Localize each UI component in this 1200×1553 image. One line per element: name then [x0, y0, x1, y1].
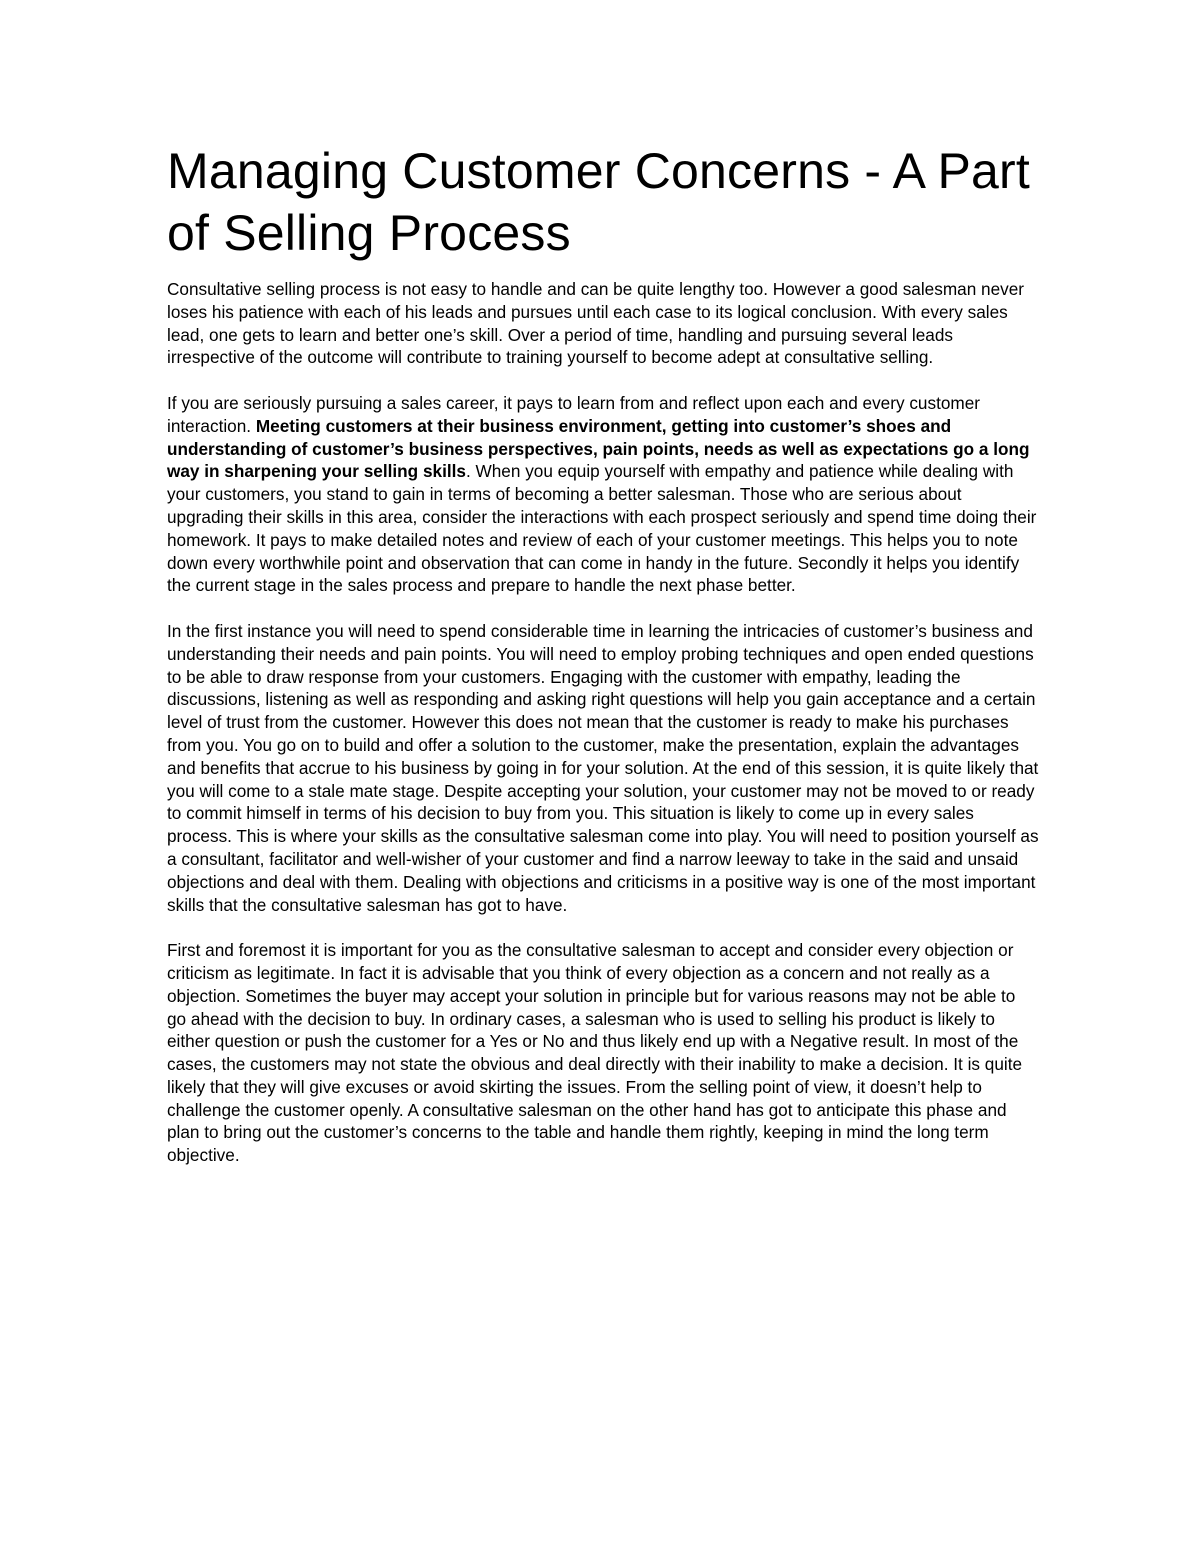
paragraph-2 — [167, 392, 1039, 597]
paragraph-3: In the first instance you will need to spend considerable time in learning the intricacies of customer’s business and understanding their needs and pain points. You will need to employ probing techniques and open ended questions to be able to draw response from your customers. Engaging with the customer with empathy, leading the discussions, listening as well as responding and asking right questions will help you gain acceptance and a certain level of trust from the customer. However this does not mean that the customer is ready to make his purchases from you. You go on to build and offer a solution to the customer, make the presentation, explain the advantages and benefits that accrue to his business by going in for your solution. At the end of this session, it is quite likely that you will come to a stale mate stage. Despite accepting your solution, your customer may not be moved to or ready to commit himself in terms of his decision to buy from you. This situation is likely to come up in every sales process. This is where your skills as the consultative salesman come into play. You will need to position yourself as a consultant, facilitator and well-wisher of your customer and find a narrow leeway to take in the said and unsaid objections and deal with them. Dealing with objections and criticisms in a positive way is one of the most important skills that the consultative salesman has got to have. — [167, 620, 1039, 915]
paragraph-1: Consultative selling process is not easy to handle and can be quite lengthy too. However a good salesman never loses his patience with each of his leads and pursues until each case to its logical conclusion. With every sales lead, one gets to learn and better one’s skill. Over a period of time, handling and pursuing several leads irrespective of the outcome will contribute to training yourself to become adept at consultative selling. — [167, 279, 1025, 368]
paragraph-2-rest: . When you equip yourself with empathy and patience while dealing with your customers, you stand to gain in terms of becoming a better salesman. Those who are serious about upgrading their skills in this area, consider the interactions with each prospect seriously and spend time doing their homework. It pays to make detailed notes and review of each of your customer meetings. This helps you to note down every worthwhile point and observation that can come in handy in the future. Secondly it helps you identify the current stage in the sales process and prepare to handle the next phase better. — [167, 461, 1037, 596]
document-title: Managing Customer Concerns - A Part of Selling Process — [167, 143, 1030, 261]
paragraph-4: First and foremost it is important for you as the consultative salesman to accept and consider every objection or criticism as legitimate. In fact it is advisable that you think of every objection as a concern and not really as a objection. Sometimes the buyer may accept your solution in principle but for various reasons may not be able to go ahead with the decision to buy. In ordinary cases, a salesman who is used to selling his product is likely to either question or push the customer for a Yes or No and thus likely end up with a Negative result. In most of the cases, the customers may not state the obvious and deal directly with their inability to make a decision. It is quite likely that they will give excuses or avoid skirting the issues. From the selling point of view, it doesn’t help to challenge the customer openly. A consultative salesman on the other hand has got to anticipate this phase and plan to bring out the customer’s concerns to the table and handle them rightly, keeping in mind the long term objective. — [167, 940, 1023, 1166]
document-page — [167, 140, 1039, 1190]
paragraph-2-bold: Meeting customers at their business environment, getting into customer’s shoes and understanding of customer’s business perspectives, pain points, needs as well as expectations go a long way in sharpening your selling skills — [167, 415, 1030, 482]
paragraph-2-intro: If you are seriously pursuing a sales career, it pays to learn from and reflect upon each and every customer interaction. — [167, 392, 981, 436]
